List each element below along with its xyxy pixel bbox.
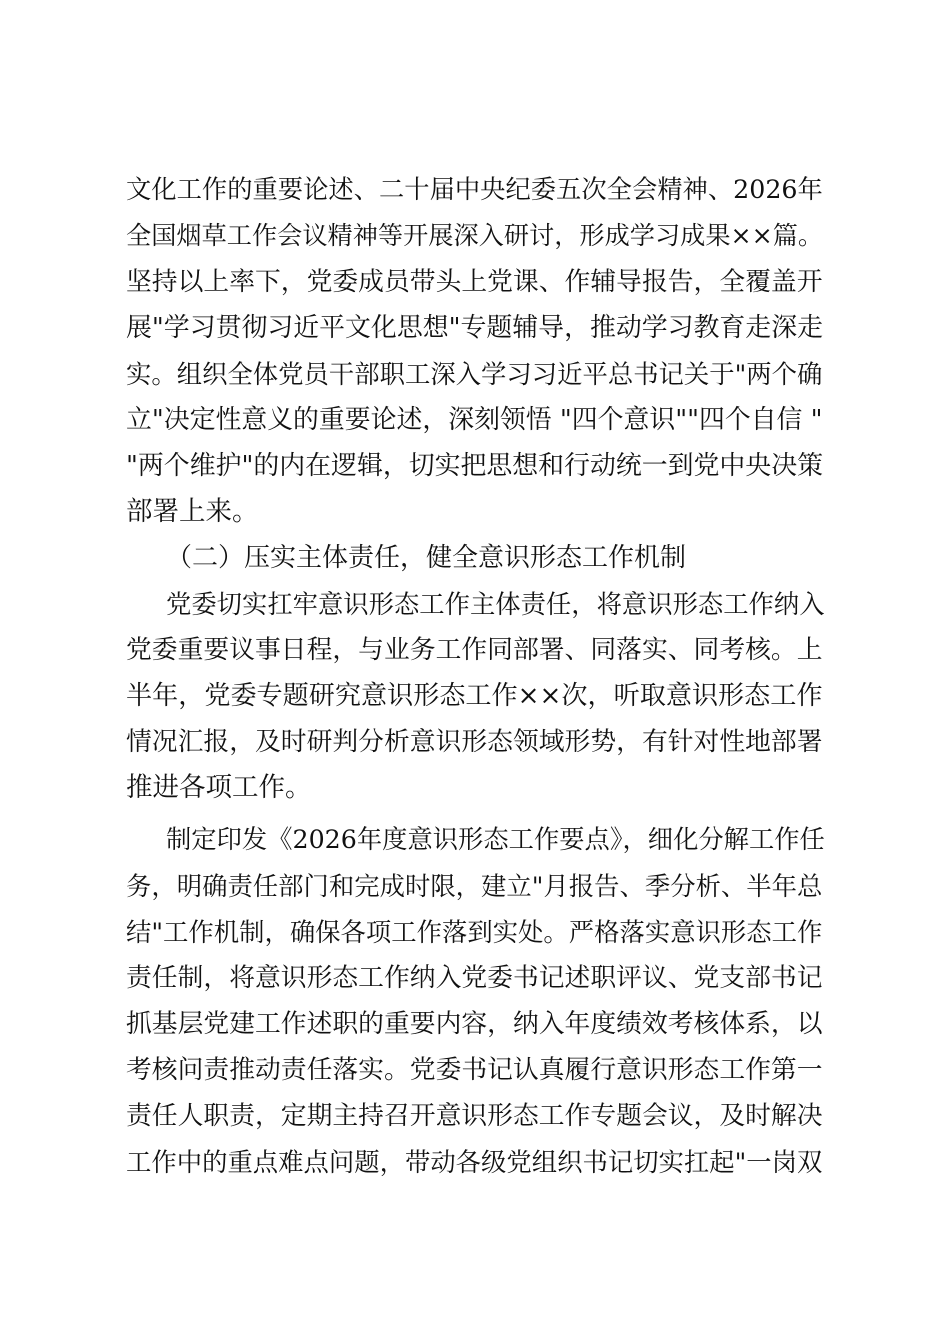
text-line: "两个维护"的内在逻辑，切实把思想和行动统一到党中央决策 [126, 451, 823, 481]
text-line: 文化工作的重要论述、二十届中央纪委五次全会精神、2026年 [126, 175, 823, 204]
text-line: 立"决定性意义的重要论述，深刻领悟 "四个意识""四个自信 " [126, 405, 823, 435]
paragraph-3 [126, 817, 830, 1185]
text-line: 全国烟草工作会议精神等开展深入研讨，形成学习成果××篇。 [126, 221, 824, 250]
paragraph-1 [126, 167, 830, 535]
paragraph-2 [126, 581, 830, 811]
text-line: 情况汇报，及时研判分析意识形态领域形势，有针对性地部署 [126, 727, 823, 757]
text-line: 抓基层党建工作述职的重要内容，纳入年度绩效考核体系，以 [126, 1009, 823, 1039]
text-line: 部署上来。 [126, 496, 259, 527]
text-line: 责任人职责，定期主持召开意识形态工作专题会议，及时解决 [126, 1101, 823, 1131]
text-line: 半年，党委专题研究意识形态工作××次，听取意识形态工作 [126, 681, 823, 711]
text-line: 党委重要议事日程，与业务工作同部署、同落实、同考核。上 [126, 635, 823, 665]
section-heading: （二）压实主体责任，健全意识形态工作机制 [166, 543, 687, 573]
text-line: 结"工作机制，确保各项工作落到实处。严格落实意识形态工作 [126, 917, 823, 947]
text-line: 推进各项工作。 [126, 772, 312, 803]
text-line: 务，明确责任部门和完成时限，建立"月报告、季分析、半年总 [126, 871, 823, 901]
text-line: 展"学习贯彻习近平文化思想"专题辅导，推动学习教育走深走 [126, 313, 823, 343]
text-line: 坚持以上率下，党委成员带头上党课、作辅导报告，全覆盖开 [126, 267, 823, 297]
text-line: 责任制，将意识形态工作纳入党委书记述职评议、党支部书记 [126, 963, 823, 993]
text-line: 党委切实扛牢意识形态工作主体责任，将意识形态工作纳入 [166, 589, 825, 619]
text-line: 工作中的重点难点问题，带动各级党组织书记切实扛起"一岗双 [126, 1147, 823, 1177]
text-line: 制定印发《2026年度意识形态工作要点》，细化分解工作任 [166, 825, 825, 854]
text-line: 实。组织全体党员干部职工深入学习习近平总书记关于"两个确 [126, 359, 823, 389]
text-line: 考核问责推动责任落实。党委书记认真履行意识形态工作第一 [126, 1055, 823, 1085]
document-body [126, 167, 830, 1185]
